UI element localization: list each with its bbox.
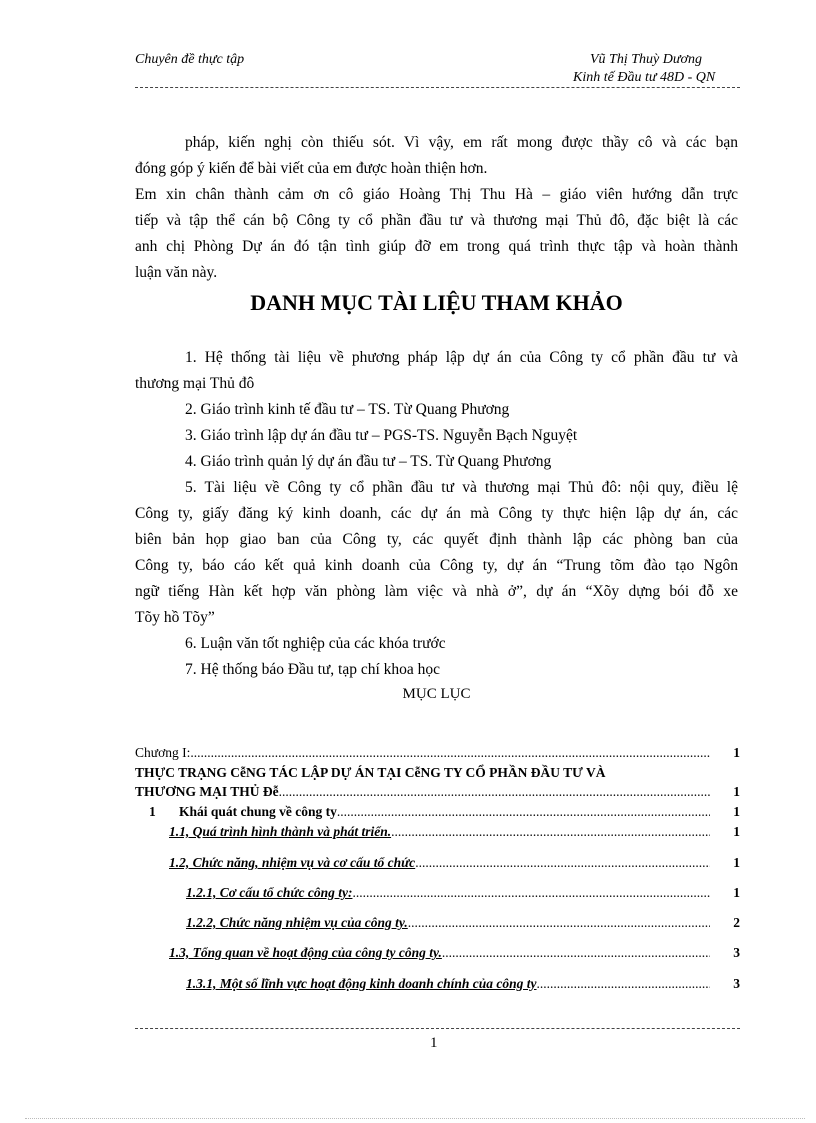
reference-1a: 1. Hệ thống tài liệu về phương pháp lập dự án của Công ty cổ phần đầu tư và xyxy=(185,349,738,366)
toc-label: 1.2, Chức năng, nhiệm vụ và cơ cấu tổ chức xyxy=(169,855,416,870)
toc-page: 1 xyxy=(733,784,740,799)
toc-page: 1 xyxy=(733,824,740,839)
toc-page: 1 xyxy=(733,855,740,870)
reference-2: 2. Giáo trình kinh tế đầu tư – TS. Từ Quang Phương xyxy=(185,401,510,418)
toc-page: 1 xyxy=(733,804,740,819)
toc-label: 1.3, Tổng quan về hoạt động của công ty công ty. xyxy=(169,945,442,960)
toc-page: 1 xyxy=(733,745,740,760)
reference-5f: Tõy hồ Tõy” xyxy=(135,609,215,626)
page-edge xyxy=(25,1118,805,1119)
toc-label: Khái quát chung về công ty xyxy=(179,804,337,819)
toc-label: THƯƠNG MẠI THỦ Đễ xyxy=(135,784,279,799)
intro-line-3: Em xin chân thành cảm ơn cô giáo Hoàng Thị Thu Hà – giáo viên hướng dẫn trực xyxy=(135,186,738,203)
intro-line-2: đóng góp ý kiến để bài viết của em được hoàn thiện hơn. xyxy=(135,160,488,177)
toc-page: 1 xyxy=(733,885,740,900)
toc-page: 2 xyxy=(733,915,740,930)
toc-row-section-1-1[interactable] xyxy=(169,824,740,840)
toc-leader xyxy=(279,784,710,800)
toc-label: 1.3.1, Một số lĩnh vực hoạt động kinh doanh chính của công ty xyxy=(186,976,537,991)
toc-title: MỤC LỤC xyxy=(402,686,471,702)
toc-label: Chương I: xyxy=(135,745,191,760)
toc-row-section-1[interactable] xyxy=(149,804,740,820)
toc-row-section-1-2-2[interactable] xyxy=(186,915,740,931)
toc-leader xyxy=(408,915,710,931)
reference-3: 3. Giáo trình lập dự án đầu tư – PGS-TS. Nguyễn Bạch Nguyệt xyxy=(185,427,578,444)
toc-row-section-1-2[interactable] xyxy=(169,855,740,871)
header-rule xyxy=(135,87,740,88)
reference-7: 7. Hệ thống báo Đầu tư, tạp chí khoa học xyxy=(185,661,441,678)
toc-leader xyxy=(415,855,710,871)
reference-5e: ngữ tiếng Hàn kết hợp văn phòng làm việc và nhà ở”, dự án “Xõy dựng bói đỗ xe xyxy=(135,583,738,600)
toc-row-heading-2[interactable] xyxy=(135,784,740,800)
page-number: 1 xyxy=(430,1035,438,1051)
header-class: Kinh tế Đầu tư 48D - QN xyxy=(573,70,716,85)
toc-leader xyxy=(337,804,710,820)
toc-page: 3 xyxy=(733,976,740,991)
intro-line-5: anh chị Phòng Dự án đó tận tình giúp đỡ em trong quá trình thực tập và hoàn thành xyxy=(135,238,738,255)
toc-leader xyxy=(352,885,710,901)
intro-line-4: tiếp và tập thể cán bộ Công ty cổ phần đầu tư và thương mại Thủ đô, đặc biệt là các xyxy=(135,212,738,229)
reference-5c: biên bản họp giao ban của Công ty, các quyết định thành lập các phòng ban của xyxy=(135,531,738,548)
toc-label: 1.2.2, Chức năng nhiệm vụ của công ty. xyxy=(186,915,408,930)
header-author: Vũ Thị Thuỳ Dương xyxy=(590,52,702,67)
reference-4: 4. Giáo trình quản lý dự án đầu tư – TS. Từ Quang Phương xyxy=(185,453,552,470)
toc-leader xyxy=(537,976,710,992)
toc-number: 1 xyxy=(149,804,156,819)
reference-6: 6. Luận văn tốt nghiệp của các khóa trước xyxy=(185,635,446,652)
toc-label: THỰC TRẠNG CễNG TÁC LẬP DỰ ÁN TẠI CễNG TY CỔ PHẦN ĐẦU TƯ VÀ xyxy=(135,765,606,780)
toc-page: 3 xyxy=(733,945,740,960)
reference-5a: 5. Tài liệu về Công ty cổ phần đầu tư và thương mại Thủ đô: nội quy, điều lệ xyxy=(185,479,738,496)
toc-row-section-1-3-1[interactable] xyxy=(186,976,740,992)
header-left: Chuyên đề thực tập xyxy=(135,52,245,67)
toc-leader xyxy=(442,945,710,961)
reference-5d: Công ty, báo cáo kết quả kinh doanh của Công ty, dự án “Trung tõm đào tạo Ngôn xyxy=(135,557,738,574)
toc-label: 1.1, Quá trình hình thành và phát triển. xyxy=(169,824,392,839)
intro-line-1: pháp, kiến nghị còn thiếu sót. Vì vậy, em rất mong được thầy cô và các bạn xyxy=(185,134,738,151)
reference-5b: Công ty, giấy đăng ký kinh doanh, các dự án mà Công ty thực hiện lập dự án, các xyxy=(135,505,738,522)
reference-1b: thương mại Thủ đô xyxy=(135,375,255,392)
toc-leader xyxy=(391,824,710,840)
toc-label: 1.2.1, Cơ cấu tổ chức công ty: xyxy=(186,885,353,900)
toc-row-chapter[interactable] xyxy=(135,745,740,761)
intro-line-6: luận văn này. xyxy=(135,264,218,281)
toc-row-heading-1[interactable] xyxy=(135,765,740,781)
footer-rule xyxy=(135,1028,740,1029)
toc-row-section-1-3[interactable] xyxy=(169,945,740,961)
toc-leader xyxy=(190,745,710,761)
references-title: DANH MỤC TÀI LIỆU THAM KHẢO xyxy=(250,290,623,315)
toc-row-section-1-2-1[interactable] xyxy=(186,885,740,901)
